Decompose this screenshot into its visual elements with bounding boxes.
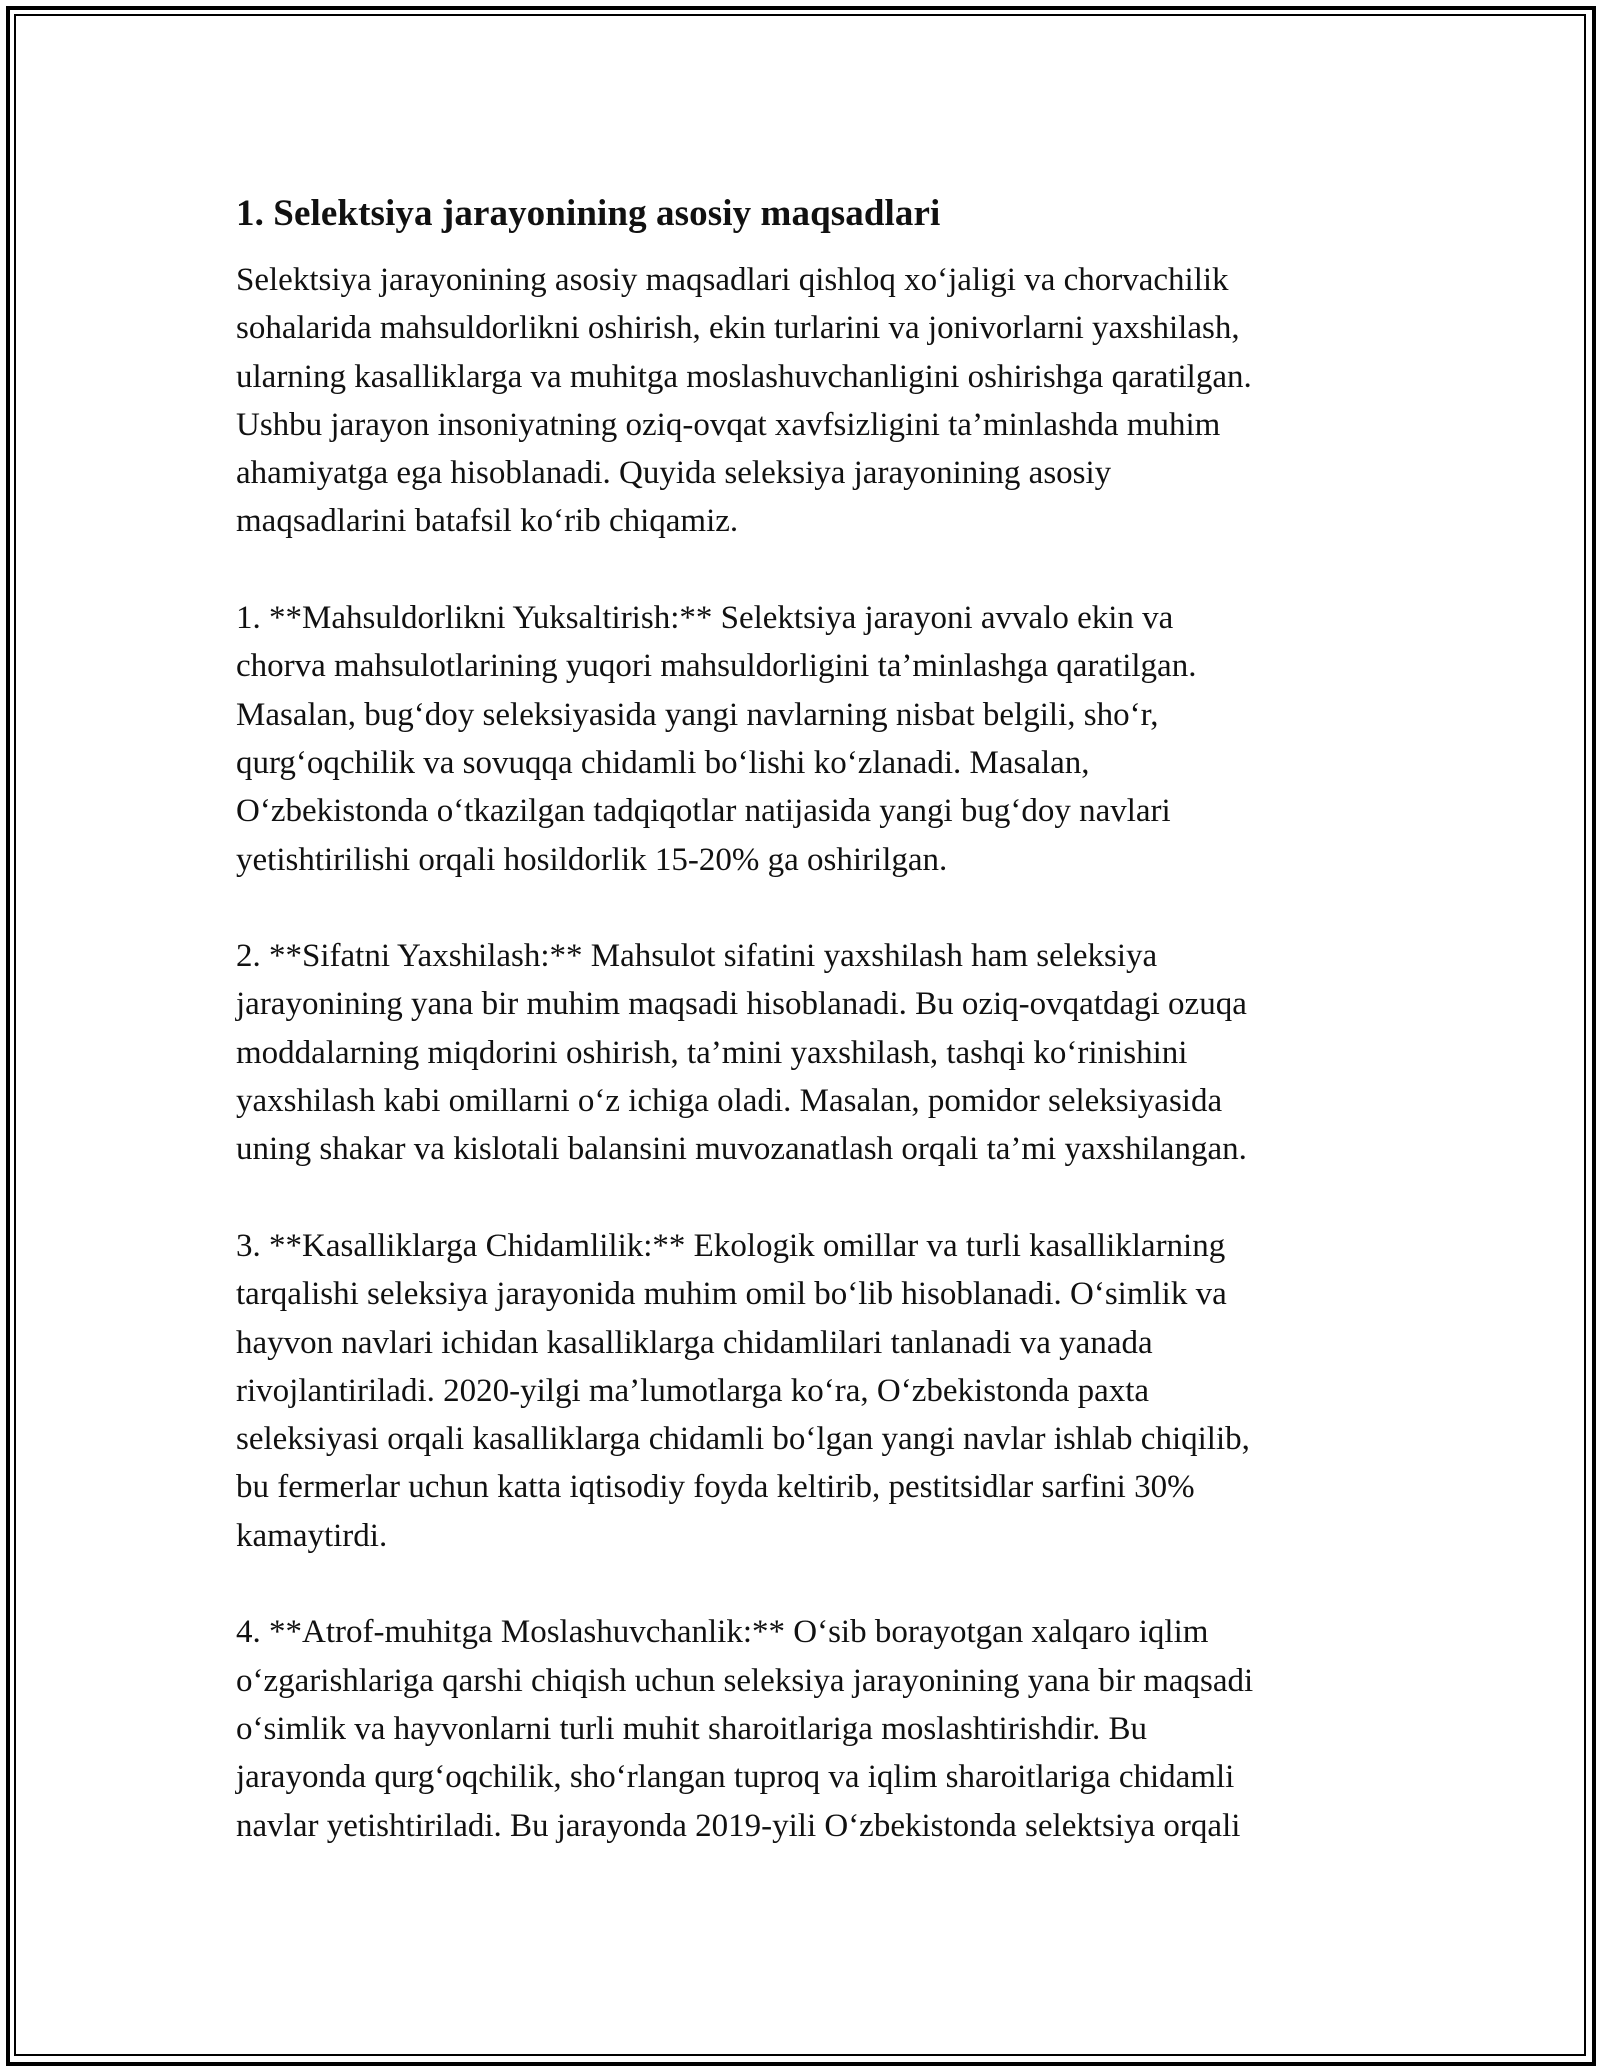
paragraph-adaptability: 4. **Atrof-muhitga Moslashuvchanlik:** O‘sib borayotgan xalqaro iqlim o‘zgarishlariga qarshi chiqish uchun seleksiya jarayonining yana bir maqsadi o‘simlik va hayvonlarni turli muhit sharoitlariga moslashtirishdir. Bu jarayonda qurg‘oqchilik, sho‘rlangan tuproq va iqlim sharoitlariga chidamli navlar yetishtiriladi. Bu jarayonda 2019-yili O‘zbekistonda selektsiya orqali [236,1614,1254,1844]
paragraph-disease-resistance: 3. **Kasalliklarga Chidamlilik:** Ekologik omillar va turli kasalliklarning tarqalishi seleksiya jarayonida muhim omil bo‘lib hisoblanadi. O‘simlik va hayvon navlari ichidan kasalliklarga chidamlilari tanlanadi va yanada rivojlantiriladi. 2020-yilgi ma’lumotlarga ko‘ra, O‘zbekistonda paxta seleksiyasi orqali kasalliklarga chidamli bo‘lgan yangi navlar ishlab chiqilib, bu fermerlar uchun katta iqtisodiy foyda keltirib, pestitsidlar sarfini 30% kamaytirdi. [236,1227,1250,1554]
intro-paragraph: Selektsiya jarayonining asosiy maqsadlari qishloq xo‘jaligi va chorvachilik sohalarida mahsuldorlikni oshirish, ekin turlarini va jonivorlarni yaxshilash, ularning kasalliklarga va muhitga moslashuvchanligini oshirishga qaratilgan. Ushbu jarayon insoniyatning oziq-ovqat xavfsizligini ta’minlashda muhim ahamiyatga ega hisoblanadi. Quyida seleksiya jarayonining asosiy maqsadlarini batafsil ko‘rib chiqamiz. [236,262,1252,540]
document-body [236,184,1376,1850]
section-heading: 1. Selektsiya jarayonining asosiy maqsadlari [236,193,941,234]
paragraph-productivity: 1. **Mahsuldorlikni Yuksaltirish:** Selektsiya jarayoni avvalo ekin va chorva mahsulotlarining yuqori mahsuldorligini ta’minlashga qaratilgan. Masalan, bug‘doy seleksiyasida yangi navlarning nisbat belgili, sho‘r, qurg‘oqchilik va sovuqqa chidamli bo‘lishi ko‘zlanadi. Masalan, O‘zbekistonda o‘tkazilgan tadqiqotlar natijasida yangi bug‘doy navlari yetishtirilishi orqali hosildorlik 15-20% ga oshirilgan. [236,600,1197,878]
paragraph-quality: 2. **Sifatni Yaxshilash:** Mahsulot sifatini yaxshilash ham seleksiya jarayonining yana bir muhim maqsadi hisoblanadi. Bu oziq-ovqatdagi ozuqa moddalarning miqdorini oshirish, ta’mini yaxshilash, tashqi ko‘rinishini yaxshilash kabi omillarni o‘z ichiga oladi. Masalan, pomidor seleksiyasida uning shakar va kislotali balansini muvozanatlash orqali ta’mi yaxshilangan. [236,938,1247,1168]
